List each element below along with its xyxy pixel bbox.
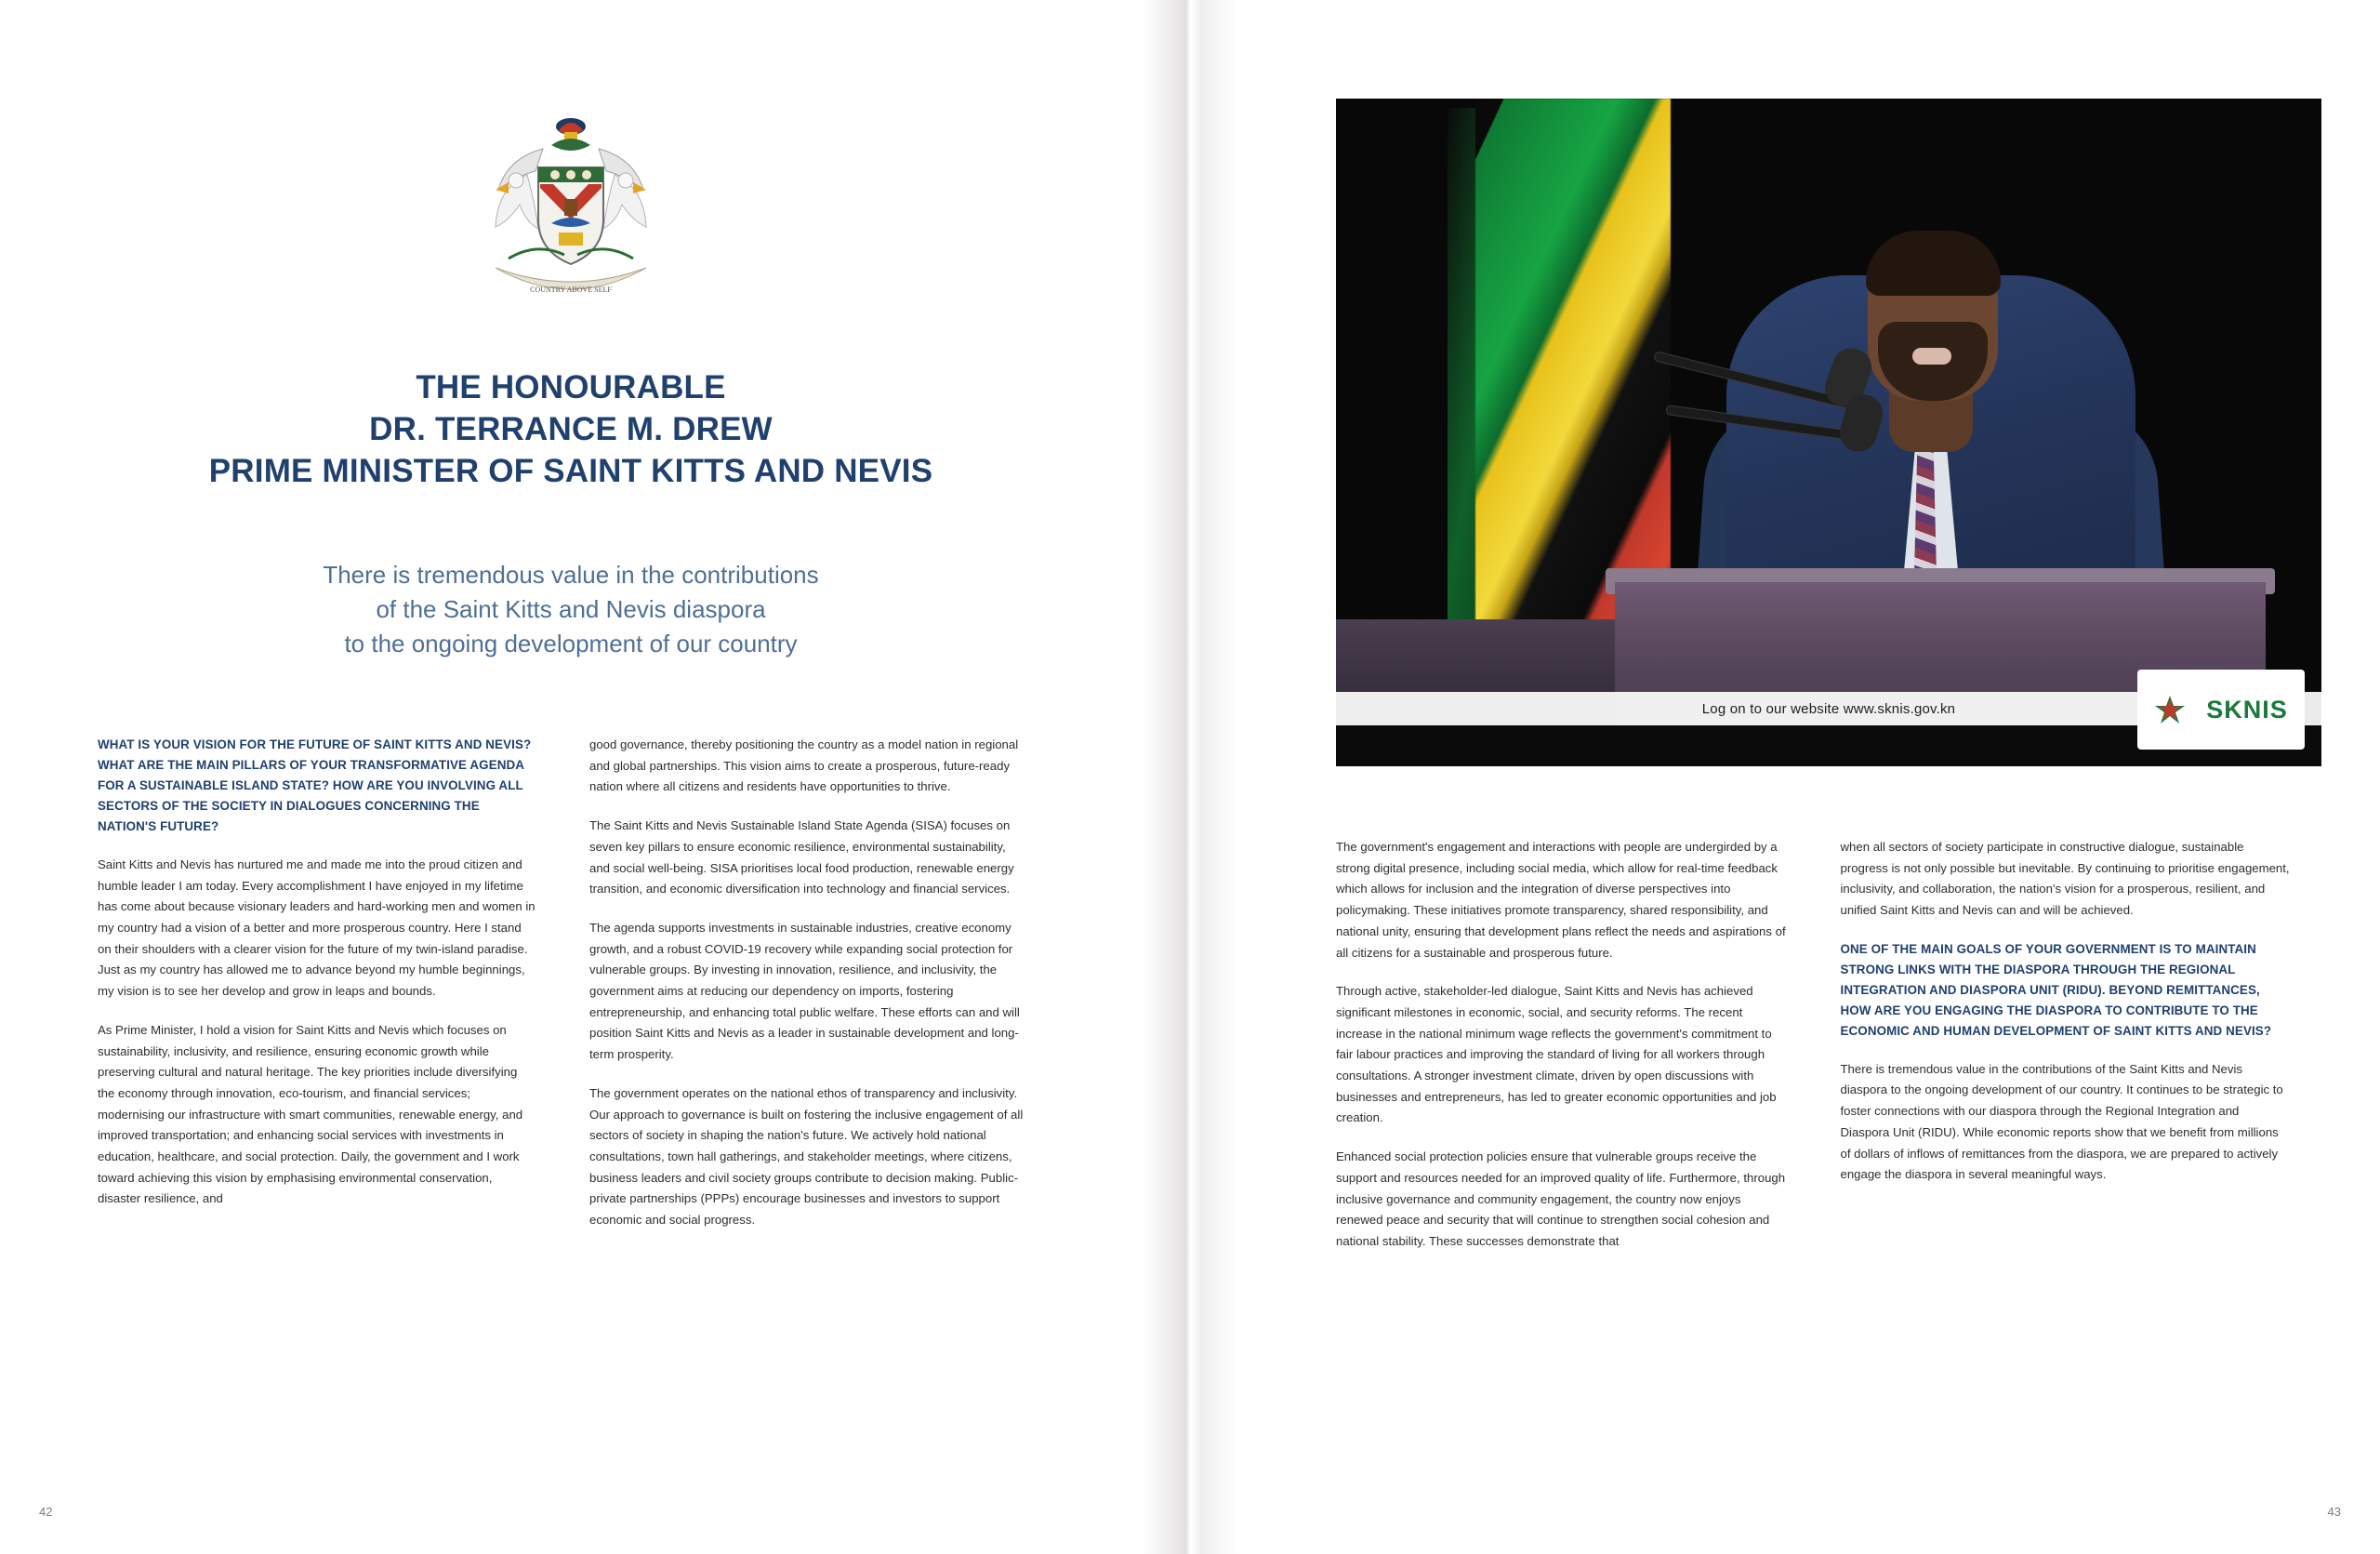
paragraph: The government operates on the national ethos of transparency and inclusivity. Our approach to governance is built on fostering the inclusive engagement of all sectors of society in shaping the nation's future. We actively hold national consultations, town hall gatherings, and stakeholder meetings, where citizens, business leaders and civil society groups contribute to decision making. Public-private partnerships (PPPs) encourage businesses and investors to support economic and social progress. [589,1085,1024,1228]
pull-quote [112,558,1030,661]
page-gutter [1142,0,1238,1554]
paragraph: There is tremendous value in the contributions of the Saint Kitts and Nevis diaspora to the ongoing development of our country. It continues to be strategic to foster connections with our diaspora through the Regional Integration and Diaspora Unit (RIDU). While economic reports show that we benefit from millions of dollars of inflows of remittances from the diaspora, we are prepared to actively engage the diaspora in several meaningful ways. [1840,1061,2283,1182]
prime-minister-photo [1336,99,2321,766]
paragraph: The agenda supports investments in sustainable industries, creative economy growth, and a robust COVID-19 recovery while expanding social protection for vulnerable groups. By investing in innovation, resilience, and inclusivity, the government aims at reducing our dependency on imports, fostering entrepreneurship, and enhancing total public welfare. These efforts can and will position Saint Kitts and Nevis as a leader in sustainable development and long-term prosperity. [589,920,1020,1062]
interview-question-2: ONE OF THE MAIN GOALS OF YOUR GOVERNMENT IS TO MAINTAIN STRONG LINKS WITH THE DIASPORA THROUGH THE REGIONAL INTEGRATION AND DIASPORA UNIT (RIDU). BEYOND REMITTANCES, HOW ARE YOU ENGAGING THE DIASPORA TO CONTRIBUTE TO THE ECONOMIC AND HUMAN DEVELOPMENT OF SAINT KITTS AND NEVIS? [1840,941,2272,1038]
page-number-left: 42 [39,1505,53,1519]
pull-quote-line-2: of the Saint Kitts and Nevis diaspora [376,594,766,623]
sknis-logo [2137,670,2305,750]
right-page-columns [1336,837,2291,1470]
paragraph: Through active, stakeholder-led dialogue, Saint Kitts and Nevis has achieved significant milestones in economic, social, and security reforms. The recent increase in the national minimum wage reflects the government's commitment to fair labour practices and improving the standard of living for all workers through consultations. A stronger investment climate, driven by open discussions with businesses and entrepreneurs, has led to greater economic opportunities and job creation. [1336,984,1777,1125]
title-line-3: PRIME MINISTER OF SAINT KITTS AND NEVIS [208,452,933,489]
right-column-2 [1841,837,2292,1470]
star-icon [2154,694,2186,725]
right-column-1 [1336,837,1787,1470]
title-line-2: DR. TERRANCE M. DREW [369,410,773,447]
crest-icon [455,110,687,324]
speaker-mouth [1912,348,1951,365]
left-column-2 [589,735,1027,1470]
coat-of-arms-crest [0,110,1142,324]
title-line-1: THE HONOURABLE [416,369,726,405]
left-column-1 [98,735,536,1470]
paragraph: good governance, thereby positioning the country as a model nation in regional and global partnerships. This vision aims to create a prosperous, future-ready nation where all citizens and residents have opportunities to thrive. [589,737,1019,794]
sknis-logo-text: SKNIS [2206,695,2288,724]
paragraph: As Prime Minister, I hold a vision for Saint Kitts and Nevis which focuses on sustainability, inclusivity, and resilience, ensuring economic growth while preserving cultural and natural heritage. The key priorities include diversifying the economy through innovation, eco-tourism, and financial services; modernising our infrastructure with smart communities, renewable energy, and improved transportation; and enhancing social services with investments in education, healthcare, and social protection. Daily, the government and I work toward achieving this vision by emphasising environmental conservation, disaster resilience, and [98,1022,523,1206]
pull-quote-line-1: There is tremendous value in the contributions [323,561,819,589]
paragraph: The government's engagement and interactions with people are undergirded by a strong digital presence, including social media, which allow for real-time feedback which allows for inclusion and the integration of diverse perspectives into policymaking. These initiatives promote transparency, shared responsibility, and national unity, ensuring that development plans reflect the needs and aspirations of all citizens for a sustainable and prosperous future. [1336,840,1786,960]
page-number-right: 43 [2327,1505,2341,1519]
website-banner-text: Log on to our website www.sknis.gov.kn [1701,700,1956,717]
interview-question-1: WHAT IS YOUR VISION FOR THE FUTURE OF SAINT KITTS AND NEVIS? WHAT ARE THE MAIN PILLARS OF YOUR TRANSFORMATIVE AGENDA FOR A SUSTAINABLE ISLAND STATE? HOW ARE YOU INVOLVING ALL SECTORS OF THE SOCIETY IN DIALOGUES CONCERNING THE NATION'S FUTURE? [98,737,532,833]
paragraph: The Saint Kitts and Nevis Sustainable Island State Agenda (SISA) focuses on seven key pillars to ensure economic resilience, environmental sustainability, and social well-being. SISA prioritises local food production, renewable energy transition, and economic diversification into technology and financial services. [589,818,1014,897]
paragraph: Enhanced social protection policies ensure that vulnerable groups receive the support and resources needed for an improved quality of life. Furthermore, through inclusive governance and community engagement, the country now enjoys renewed peace and security that will continue to strengthen social cohesion and national stability. These successes demonstrate that [1336,1149,1786,1248]
paragraph: Saint Kitts and Nevis has nurtured me and made me into the proud citizen and humble leader I am today. Every accomplishment I have enjoyed in my lifetime has come about because visionary leaders and hard-working men and women in my country had a vision of a better and more prosperous country. Here I stand on their shoulders with a clearer vision for the future of my twin-island paradise. Just as my country has allowed me to advance beyond my humble beginnings, my vision is to see her develop and grow in leaps and bounds. [98,857,536,999]
paragraph: when all sectors of society participate in constructive dialogue, sustainable progress is not only possible but inevitable. By continuing to prioritise engagement, inclusivity, and collaboration, the nation's vision for a prosperous, resilient, and unified Saint Kitts and Nevis can and will be achieved. [1840,840,2290,918]
page-title [84,367,1058,492]
left-page-columns [98,735,1049,1470]
pull-quote-line-3: to the ongoing development of our country [344,629,798,657]
left-page [0,0,1142,1554]
crest-motto: COUNTRY ABOVE SELF [530,286,612,294]
right-page [1238,0,2380,1554]
